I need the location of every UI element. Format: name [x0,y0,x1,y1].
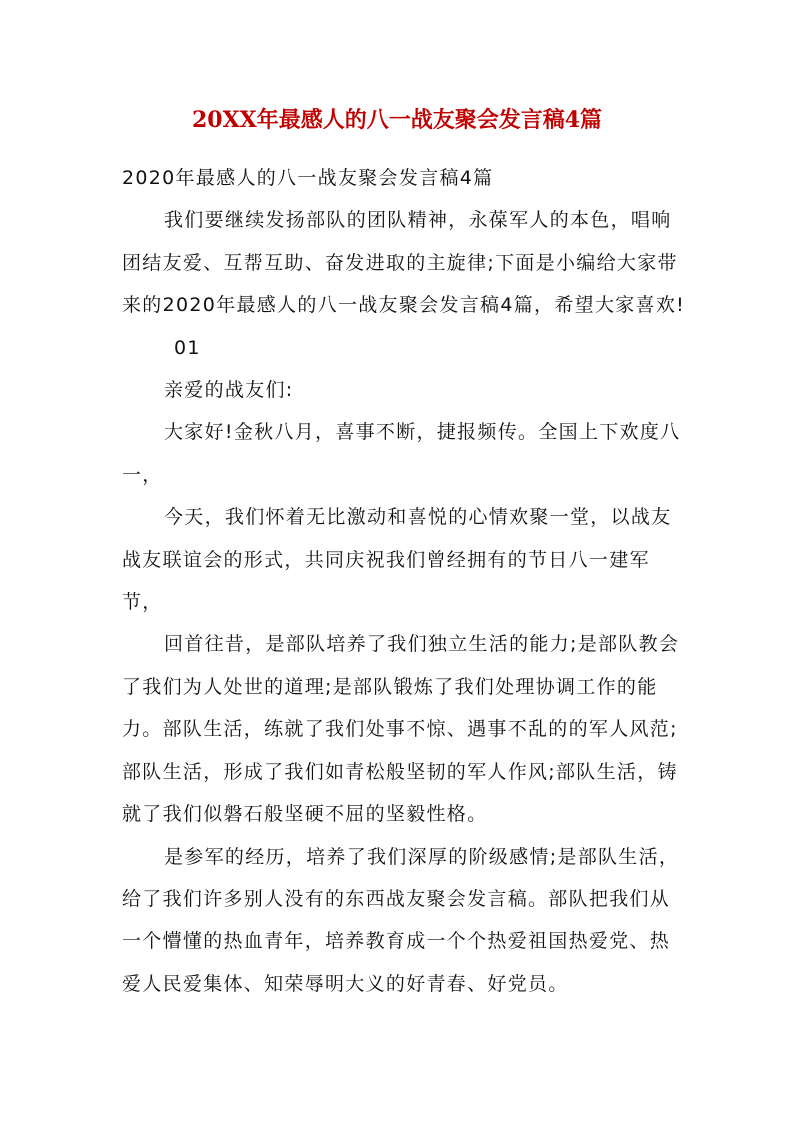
document-body [122,157,687,1005]
body-paragraph: 大家好!金秋八月，喜事不断，捷报频传。全国上下欢度八一， [122,421,681,486]
body-paragraph: 今天，我们怀着无比激动和喜悦的心情欢聚一堂，以战友战友联谊会的形式，共同庆祝我们曾经拥有的节日八一建军节， [122,506,672,614]
body-paragraph: 是参军的经历，培养了我们深厚的阶级感情;是部队生活，给了我们许多别人没有的东西战友聚会发言稿。部队把我们从一个懵懂的热血青年，培养教育成一个个热爱祖国热爱党、热爱人民爱集体、知荣辱明大义的好青春、好党员。 [122,845,680,995]
body-paragraph: 回首往昔，是部队培养了我们独立生活的能力;是部队教会了我们为人处世的道理;是部队锻炼了我们处理协调工作的能力。部队生活，练就了我们处事不惊、遇事不乱的的军人风范;部队生活，形成了我们如青松般坚韧的军人作风;部队生活，铸就了我们似磐石般坚硬不屈的坚毅性格。 [122,633,680,826]
section-number: 01 [174,336,201,359]
document-title: 20XX年最感人的八一战友聚会发言稿4篇 [191,107,603,133]
document-subtitle: 2020年最感人的八一战友聚会发言稿4篇 [122,167,494,189]
intro-paragraph: 我们要继续发扬部队的团队精神，永葆军人的本色，唱响团结友爱、互帮互助、奋发进取的主旋律;下面是小编给大家带来的2020年最感人的八一战友聚会发言稿4篇，希望大家喜欢! [122,209,686,317]
salutation: 亲爱的战友们: [164,379,294,402]
